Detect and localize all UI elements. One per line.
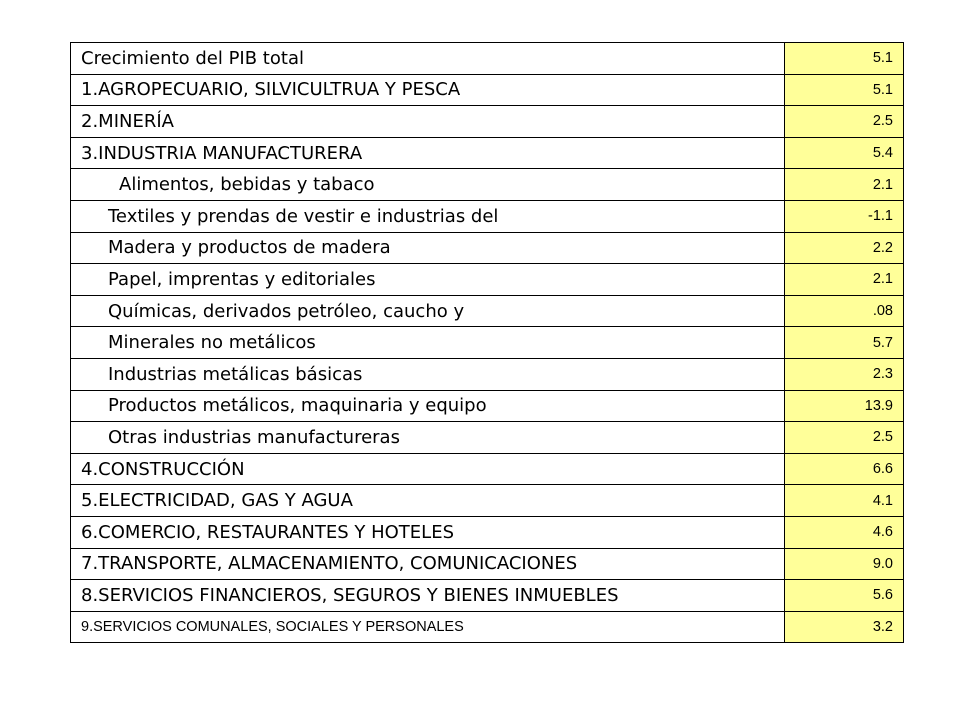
row-label: Textiles y prendas de vestir e industrias del [71,200,785,232]
row-label: 2.MINERÍA [71,106,785,138]
row-label: Químicas, derivados petróleo, caucho y [71,295,785,327]
row-value: 6.6 [785,453,904,485]
table-row [71,74,904,106]
table-row-subsector [71,327,904,359]
row-value: .08 [785,295,904,327]
table-row-total [71,43,904,75]
row-label: 6.COMERCIO, RESTAURANTES Y HOTELES [71,516,785,548]
table-row-subsector [71,169,904,201]
row-value: 2.1 [785,169,904,201]
table-row-subsector [71,422,904,454]
table-row-subsector [71,200,904,232]
row-value: 2.5 [785,106,904,138]
table-row [71,548,904,580]
table-row [71,580,904,612]
row-label: Crecimiento del PIB total [71,43,785,75]
row-label: 4.CONSTRUCCIÓN [71,453,785,485]
row-label: Minerales no metálicos [71,327,785,359]
row-value: 5.7 [785,327,904,359]
row-value: 5.1 [785,74,904,106]
row-label: 8.SERVICIOS FINANCIEROS, SEGUROS Y BIENES INMUEBLES [71,580,785,612]
row-value: -1.1 [785,200,904,232]
table-row [71,453,904,485]
row-value: 9.0 [785,548,904,580]
table-body [71,43,904,643]
table-row [71,106,904,138]
row-label: Productos metálicos, maquinaria y equipo [71,390,785,422]
row-value: 2.2 [785,232,904,264]
row-label: 5.ELECTRICIDAD, GAS Y AGUA [71,485,785,517]
gdp-growth-table [70,42,904,643]
row-label: Papel, imprentas y editoriales [71,264,785,296]
row-value: 2.1 [785,264,904,296]
row-value: 13.9 [785,390,904,422]
table-row-subsector [71,295,904,327]
table-row [71,611,904,643]
row-value: 2.3 [785,358,904,390]
row-label: Madera y productos de madera [71,232,785,264]
row-value: 2.5 [785,422,904,454]
table-row [71,485,904,517]
row-label: 9.SERVICIOS COMUNALES, SOCIALES Y PERSONALES [71,611,785,643]
row-value: 4.6 [785,516,904,548]
row-value: 3.2 [785,611,904,643]
row-value: 4.1 [785,485,904,517]
row-label: 3.INDUSTRIA MANUFACTURERA [71,137,785,169]
row-value: 5.6 [785,580,904,612]
table-row [71,516,904,548]
row-label: 7.TRANSPORTE, ALMACENAMIENTO, COMUNICACIONES [71,548,785,580]
table-row [71,137,904,169]
table-row-subsector [71,264,904,296]
table-row-subsector [71,390,904,422]
table-row-subsector [71,358,904,390]
row-label: Industrias metálicas básicas [71,358,785,390]
row-label: Alimentos, bebidas y tabaco [71,169,785,201]
row-value: 5.4 [785,137,904,169]
row-label: Otras industrias manufactureras [71,422,785,454]
table-row-subsector [71,232,904,264]
row-label: 1.AGROPECUARIO, SILVICULTRUA Y PESCA [71,74,785,106]
row-value: 5.1 [785,43,904,75]
